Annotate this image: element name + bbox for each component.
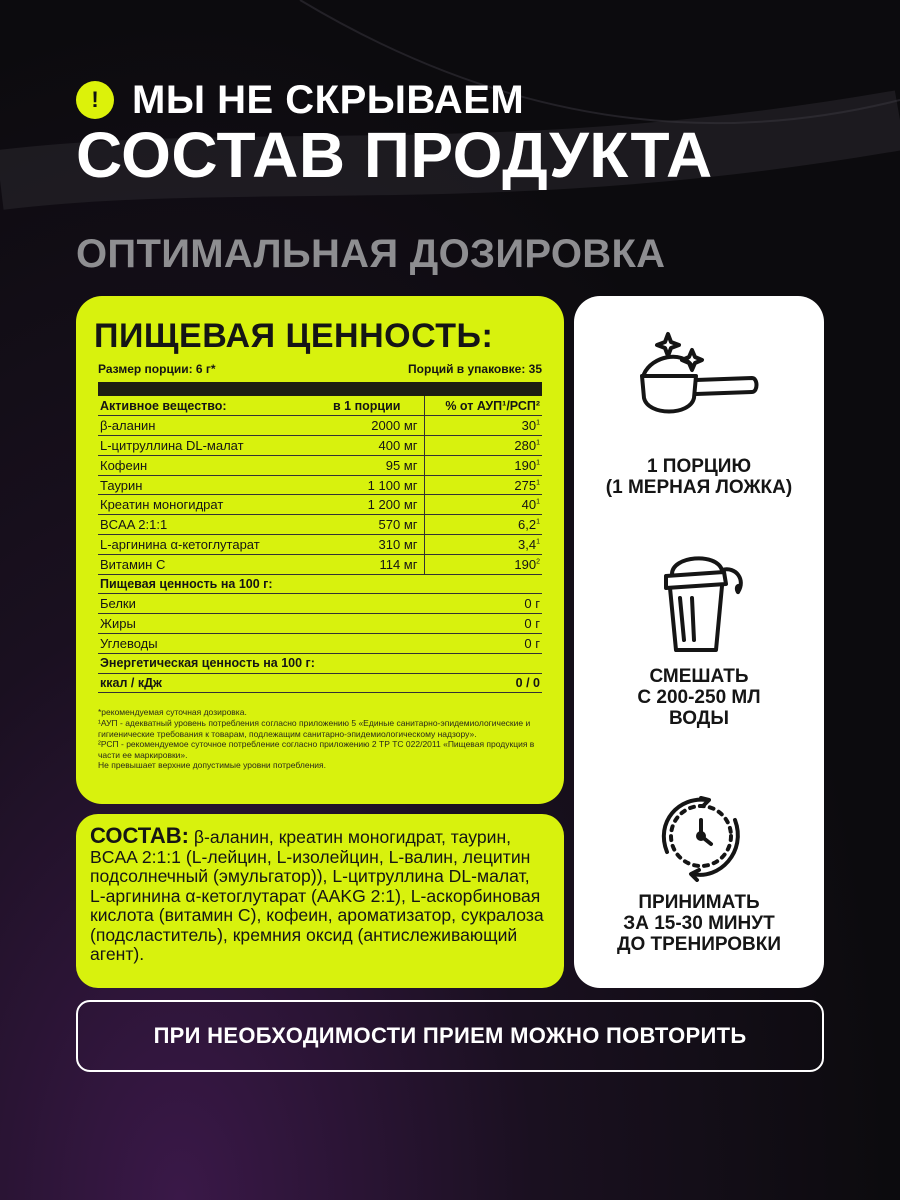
usage-panel: [574, 296, 824, 988]
scoop-icon: [634, 326, 764, 426]
step-timing: [574, 792, 824, 955]
composition-panel: [76, 814, 564, 988]
footnote-ref: 1: [536, 439, 540, 447]
percent-value: 40: [521, 497, 537, 513]
footnote-ref: 1: [536, 479, 540, 487]
header-title-line2: СОСТАВ ПРОДУКТА: [76, 119, 713, 191]
table-row: [98, 634, 542, 654]
table-row: [98, 535, 542, 555]
shaker-icon: [644, 546, 754, 656]
clock-icon: [649, 792, 749, 882]
table-row: [98, 594, 542, 614]
ingredient-amount: 1 200 мг: [314, 495, 424, 515]
ingredient-name: L-аргинина α-кетоглутарат: [98, 535, 314, 555]
header-line1: [76, 76, 524, 124]
nutrient-name: Жиры: [98, 614, 424, 634]
nutrient-value: 0 г: [424, 614, 542, 634]
ingredient-amount: 114 мг: [314, 554, 424, 574]
ingredient-percent: [424, 436, 542, 456]
ingredient-name: Кофеин: [98, 455, 314, 475]
section-title: Энергетическая ценность на 100 г:: [98, 653, 542, 673]
step-serving: [574, 326, 824, 498]
column-header: Активное вещество:: [98, 396, 314, 416]
section-header-row: [98, 574, 542, 594]
footnote-line: *рекомендуемая суточная дозировка.: [98, 707, 247, 718]
nutrient-name: Углеводы: [98, 634, 424, 654]
step-label: ПРИНИМАТЬ: [638, 892, 760, 913]
percent-value: 3,4: [518, 536, 537, 552]
ingredient-percent: [424, 515, 542, 535]
table-row: [98, 515, 542, 535]
step-label: (1 МЕРНАЯ ЛОЖКА): [605, 477, 793, 498]
nutrient-name: Белки: [98, 594, 424, 614]
energy-value: 0 / 0: [424, 673, 542, 693]
percent-value: 6,2: [518, 517, 537, 533]
serving-info: [98, 362, 542, 376]
step-label: ЗА 15-30 МИНУТ: [623, 913, 775, 934]
percent-value: 190: [514, 556, 537, 572]
repeat-intake-note: ПРИ НЕОБХОДИМОСТИ ПРИЕМ МОЖНО ПОВТОРИТЬ: [76, 1000, 824, 1072]
footnotes: [98, 707, 542, 771]
serving-size: Размер порции: 6 г*: [98, 362, 216, 376]
table-header-row: [98, 396, 542, 416]
step-mix: [574, 546, 824, 729]
composition-text: β-аланин, креатин моногидрат, таурин, BCAA 2:1:1 (L-лейцин, L-изолейцин, L-валин, лецитин подсолнечный (эмульгатор)), L-цитруллина DL-малат, L-аргинина α-кетоглутарат (AAKG 2:1), L-аскорбиновая кислота (витамин С), кофеин, ароматизатор, сукралоза (подсластитель), кремния оксид (антислеживающий агент).: [90, 827, 544, 964]
ingredient-name: L-цитруллина DL-малат: [98, 436, 314, 456]
ingredient-name: BCAA 2:1:1: [98, 515, 314, 535]
footnote-ref: 1: [536, 459, 540, 467]
table-row: [98, 495, 542, 515]
ingredient-amount: 2000 мг: [314, 416, 424, 436]
nutrient-value: 0 г: [424, 594, 542, 614]
divider-bar: [98, 382, 542, 396]
ingredient-amount: 570 мг: [314, 515, 424, 535]
nutrient-value: 0 г: [424, 634, 542, 654]
ingredient-name: Таурин: [98, 475, 314, 495]
footnote-line: Не превышает верхние допустимые уровни потребления.: [98, 760, 326, 771]
step-label: ВОДЫ: [669, 708, 729, 729]
ingredient-percent: [424, 416, 542, 436]
table-row: [98, 475, 542, 495]
section-title: Пищевая ценность на 100 г:: [98, 574, 542, 594]
ingredient-amount: 310 мг: [314, 535, 424, 555]
column-header: в 1 порции: [314, 396, 424, 416]
table-row: [98, 436, 542, 456]
ingredient-amount: 95 мг: [314, 455, 424, 475]
table-row: [98, 673, 542, 693]
nutrition-table: [98, 396, 542, 693]
footnote-ref: 1: [536, 499, 540, 507]
ingredient-amount: 1 100 мг: [314, 475, 424, 495]
step-label: ДО ТРЕНИРОВКИ: [616, 934, 782, 955]
exclamation-icon: !: [76, 81, 114, 119]
ingredient-amount: 400 мг: [314, 436, 424, 456]
energy-label: ккал / кДж: [98, 673, 424, 693]
percent-value: 280: [514, 437, 537, 453]
footnote-line: ¹АУП - адекватный уровень потребления согласно приложению 5 «Единые санитарно-эпидемиологические и гигиенические требования к товарам, подлежащим санитарно-эпидемиологическому надзору».: [98, 718, 531, 739]
step-label: СМЕШАТЬ: [649, 666, 749, 687]
percent-value: 190: [514, 457, 537, 473]
subtitle: ОПТИМАЛЬНАЯ ДОЗИРОВКА: [76, 232, 666, 276]
footnote-line: ²РСП - рекомендуемое суточное потребление согласно приложению 2 ТР ТС 022/2011 «Пищевая продукция в части ее маркировки».: [98, 739, 535, 760]
table-row: [98, 416, 542, 436]
footnote-ref: 1: [536, 538, 540, 546]
table-row: [98, 455, 542, 475]
footnote-ref: 1: [536, 419, 540, 427]
ingredient-name: Креатин моногидрат: [98, 495, 314, 515]
ingredient-percent: [424, 495, 542, 515]
percent-value: 30: [521, 418, 537, 434]
ingredient-percent: [424, 475, 542, 495]
footnote-ref: 1: [536, 518, 540, 526]
composition-label: СОСТАВ:: [90, 823, 189, 848]
section-header-row: [98, 653, 542, 673]
table-row: [98, 554, 542, 574]
nutrition-title: ПИЩЕВАЯ ЦЕННОСТЬ:: [94, 317, 494, 355]
ingredient-name: Витамин С: [98, 554, 314, 574]
footnote-ref: 2: [536, 558, 540, 566]
ingredient-name: β-аланин: [98, 416, 314, 436]
column-header: % от АУП¹/РСП²: [424, 396, 542, 416]
step-label: 1 ПОРЦИЮ: [646, 456, 752, 477]
ingredient-percent: [424, 554, 542, 574]
nutrition-panel: [76, 296, 564, 804]
step-label: С 200-250 МЛ: [637, 687, 761, 708]
header-title-line1: МЫ НЕ СКРЫВАЕМ: [132, 77, 525, 122]
servings-per-pack: Порций в упаковке: 35: [408, 362, 542, 376]
ingredient-percent: [424, 535, 542, 555]
percent-value: 275: [514, 477, 537, 493]
ingredient-percent: [424, 455, 542, 475]
table-row: [98, 614, 542, 634]
